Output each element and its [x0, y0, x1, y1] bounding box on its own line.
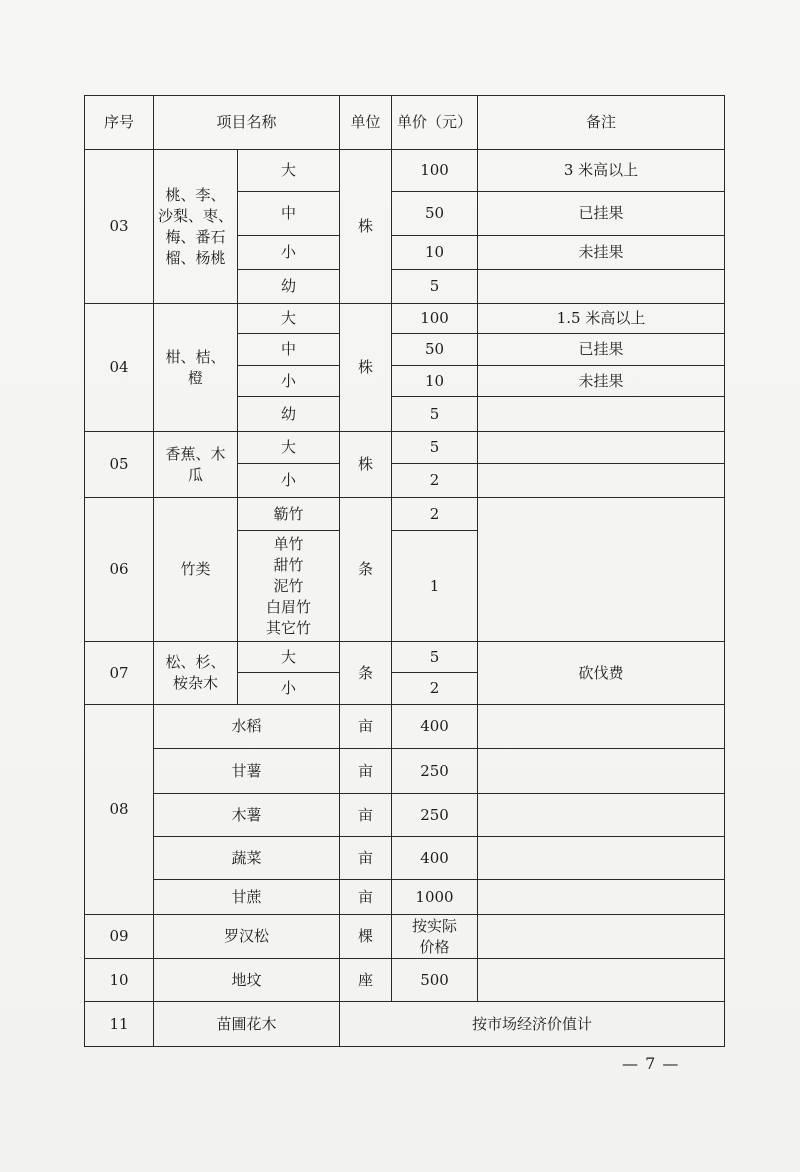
item-name-cell: 甘蔗	[154, 880, 340, 915]
unit-cell: 条	[340, 642, 392, 705]
size-cell: 中	[238, 334, 340, 366]
item-name-cell: 竹类	[154, 498, 238, 642]
compensation-table	[84, 95, 725, 1047]
seq-cell: 04	[85, 304, 154, 432]
note-cell: 已挂果	[478, 334, 725, 366]
table-row	[85, 498, 725, 531]
unit-cell: 亩	[340, 705, 392, 749]
item-name-cell: 甘薯	[154, 749, 340, 794]
seq-cell: 03	[85, 150, 154, 304]
item-name-cell: 水稻	[154, 705, 340, 749]
size-cell: 大	[238, 304, 340, 334]
header-row	[85, 96, 725, 150]
item-name-cell: 木薯	[154, 794, 340, 837]
price-cell: 100	[392, 304, 478, 334]
unit-cell: 株	[340, 150, 392, 304]
price-cell: 10	[392, 236, 478, 270]
item-name-cell: 地坟	[154, 959, 340, 1002]
seq-cell: 09	[85, 915, 154, 959]
seq-cell: 05	[85, 432, 154, 498]
size-cell: 大	[238, 642, 340, 673]
price-cell: 100	[392, 150, 478, 192]
note-cell	[478, 397, 725, 432]
unit-cell: 亩	[340, 837, 392, 880]
seq-cell: 06	[85, 498, 154, 642]
table-row	[85, 642, 725, 673]
note-cell: 按市场经济价值计	[340, 1002, 725, 1047]
note-cell	[478, 464, 725, 498]
table-row	[85, 794, 725, 837]
table-row	[85, 915, 725, 959]
item-name-cell: 松、杉、 桉杂木	[154, 642, 238, 705]
price-cell: 50	[392, 334, 478, 366]
note-cell	[478, 432, 725, 464]
price-cell: 5	[392, 642, 478, 673]
size-cell: 单竹 甜竹 泥竹 白眉竹 其它竹	[238, 531, 340, 642]
table-row	[85, 880, 725, 915]
seq-cell: 07	[85, 642, 154, 705]
size-cell: 小	[238, 464, 340, 498]
price-cell: 5	[392, 397, 478, 432]
size-cell: 幼	[238, 270, 340, 304]
header-seq: 序号	[85, 96, 154, 150]
size-cell: 大	[238, 432, 340, 464]
item-name-cell: 香蕉、木 瓜	[154, 432, 238, 498]
seq-cell: 08	[85, 705, 154, 915]
price-cell: 400	[392, 837, 478, 880]
price-cell: 250	[392, 749, 478, 794]
size-cell: 大	[238, 150, 340, 192]
unit-cell: 亩	[340, 880, 392, 915]
note-cell	[478, 498, 725, 642]
size-cell: 小	[238, 673, 340, 705]
size-cell: 幼	[238, 397, 340, 432]
header-item: 项目名称	[154, 96, 340, 150]
price-cell: 按实际 价格	[392, 915, 478, 959]
item-name-cell: 罗汉松	[154, 915, 340, 959]
note-cell: 砍伐费	[478, 642, 725, 705]
header-unit: 单位	[340, 96, 392, 150]
page-number: — 7 —	[622, 1054, 680, 1073]
note-cell	[478, 837, 725, 880]
note-cell: 1.5 米高以上	[478, 304, 725, 334]
item-name-cell: 苗圃花木	[154, 1002, 340, 1047]
note-cell	[478, 915, 725, 959]
seq-cell: 10	[85, 959, 154, 1002]
price-cell: 5	[392, 432, 478, 464]
price-cell: 5	[392, 270, 478, 304]
unit-cell: 亩	[340, 749, 392, 794]
unit-cell: 株	[340, 304, 392, 432]
unit-cell: 座	[340, 959, 392, 1002]
item-name-cell: 蔬菜	[154, 837, 340, 880]
unit-cell: 棵	[340, 915, 392, 959]
note-cell: 3 米高以上	[478, 150, 725, 192]
unit-cell: 亩	[340, 794, 392, 837]
note-cell: 已挂果	[478, 192, 725, 236]
table-row	[85, 959, 725, 1002]
price-cell: 250	[392, 794, 478, 837]
table-row	[85, 304, 725, 334]
price-cell: 1000	[392, 880, 478, 915]
unit-cell: 株	[340, 432, 392, 498]
table-row	[85, 150, 725, 192]
table-row	[85, 1002, 725, 1047]
table-row	[85, 705, 725, 749]
price-cell: 2	[392, 464, 478, 498]
unit-cell: 条	[340, 498, 392, 642]
price-cell: 2	[392, 673, 478, 705]
header-note: 备注	[478, 96, 725, 150]
price-cell: 50	[392, 192, 478, 236]
note-cell: 未挂果	[478, 366, 725, 397]
note-cell	[478, 794, 725, 837]
table-row	[85, 837, 725, 880]
price-cell: 2	[392, 498, 478, 531]
note-cell: 未挂果	[478, 236, 725, 270]
item-name-cell: 柑、桔、 橙	[154, 304, 238, 432]
price-cell: 500	[392, 959, 478, 1002]
seq-cell: 11	[85, 1002, 154, 1047]
size-cell: 小	[238, 236, 340, 270]
size-cell: 簕竹	[238, 498, 340, 531]
price-cell: 1	[392, 531, 478, 642]
item-name-cell: 桃、李、 沙梨、枣、 梅、番石 榴、杨桃	[154, 150, 238, 304]
table-row	[85, 432, 725, 464]
note-cell	[478, 959, 725, 1002]
note-cell	[478, 880, 725, 915]
note-cell	[478, 749, 725, 794]
price-cell: 400	[392, 705, 478, 749]
size-cell: 中	[238, 192, 340, 236]
note-cell	[478, 270, 725, 304]
note-cell	[478, 705, 725, 749]
price-cell: 10	[392, 366, 478, 397]
size-cell: 小	[238, 366, 340, 397]
header-price: 单价（元）	[392, 96, 478, 150]
table-row	[85, 749, 725, 794]
